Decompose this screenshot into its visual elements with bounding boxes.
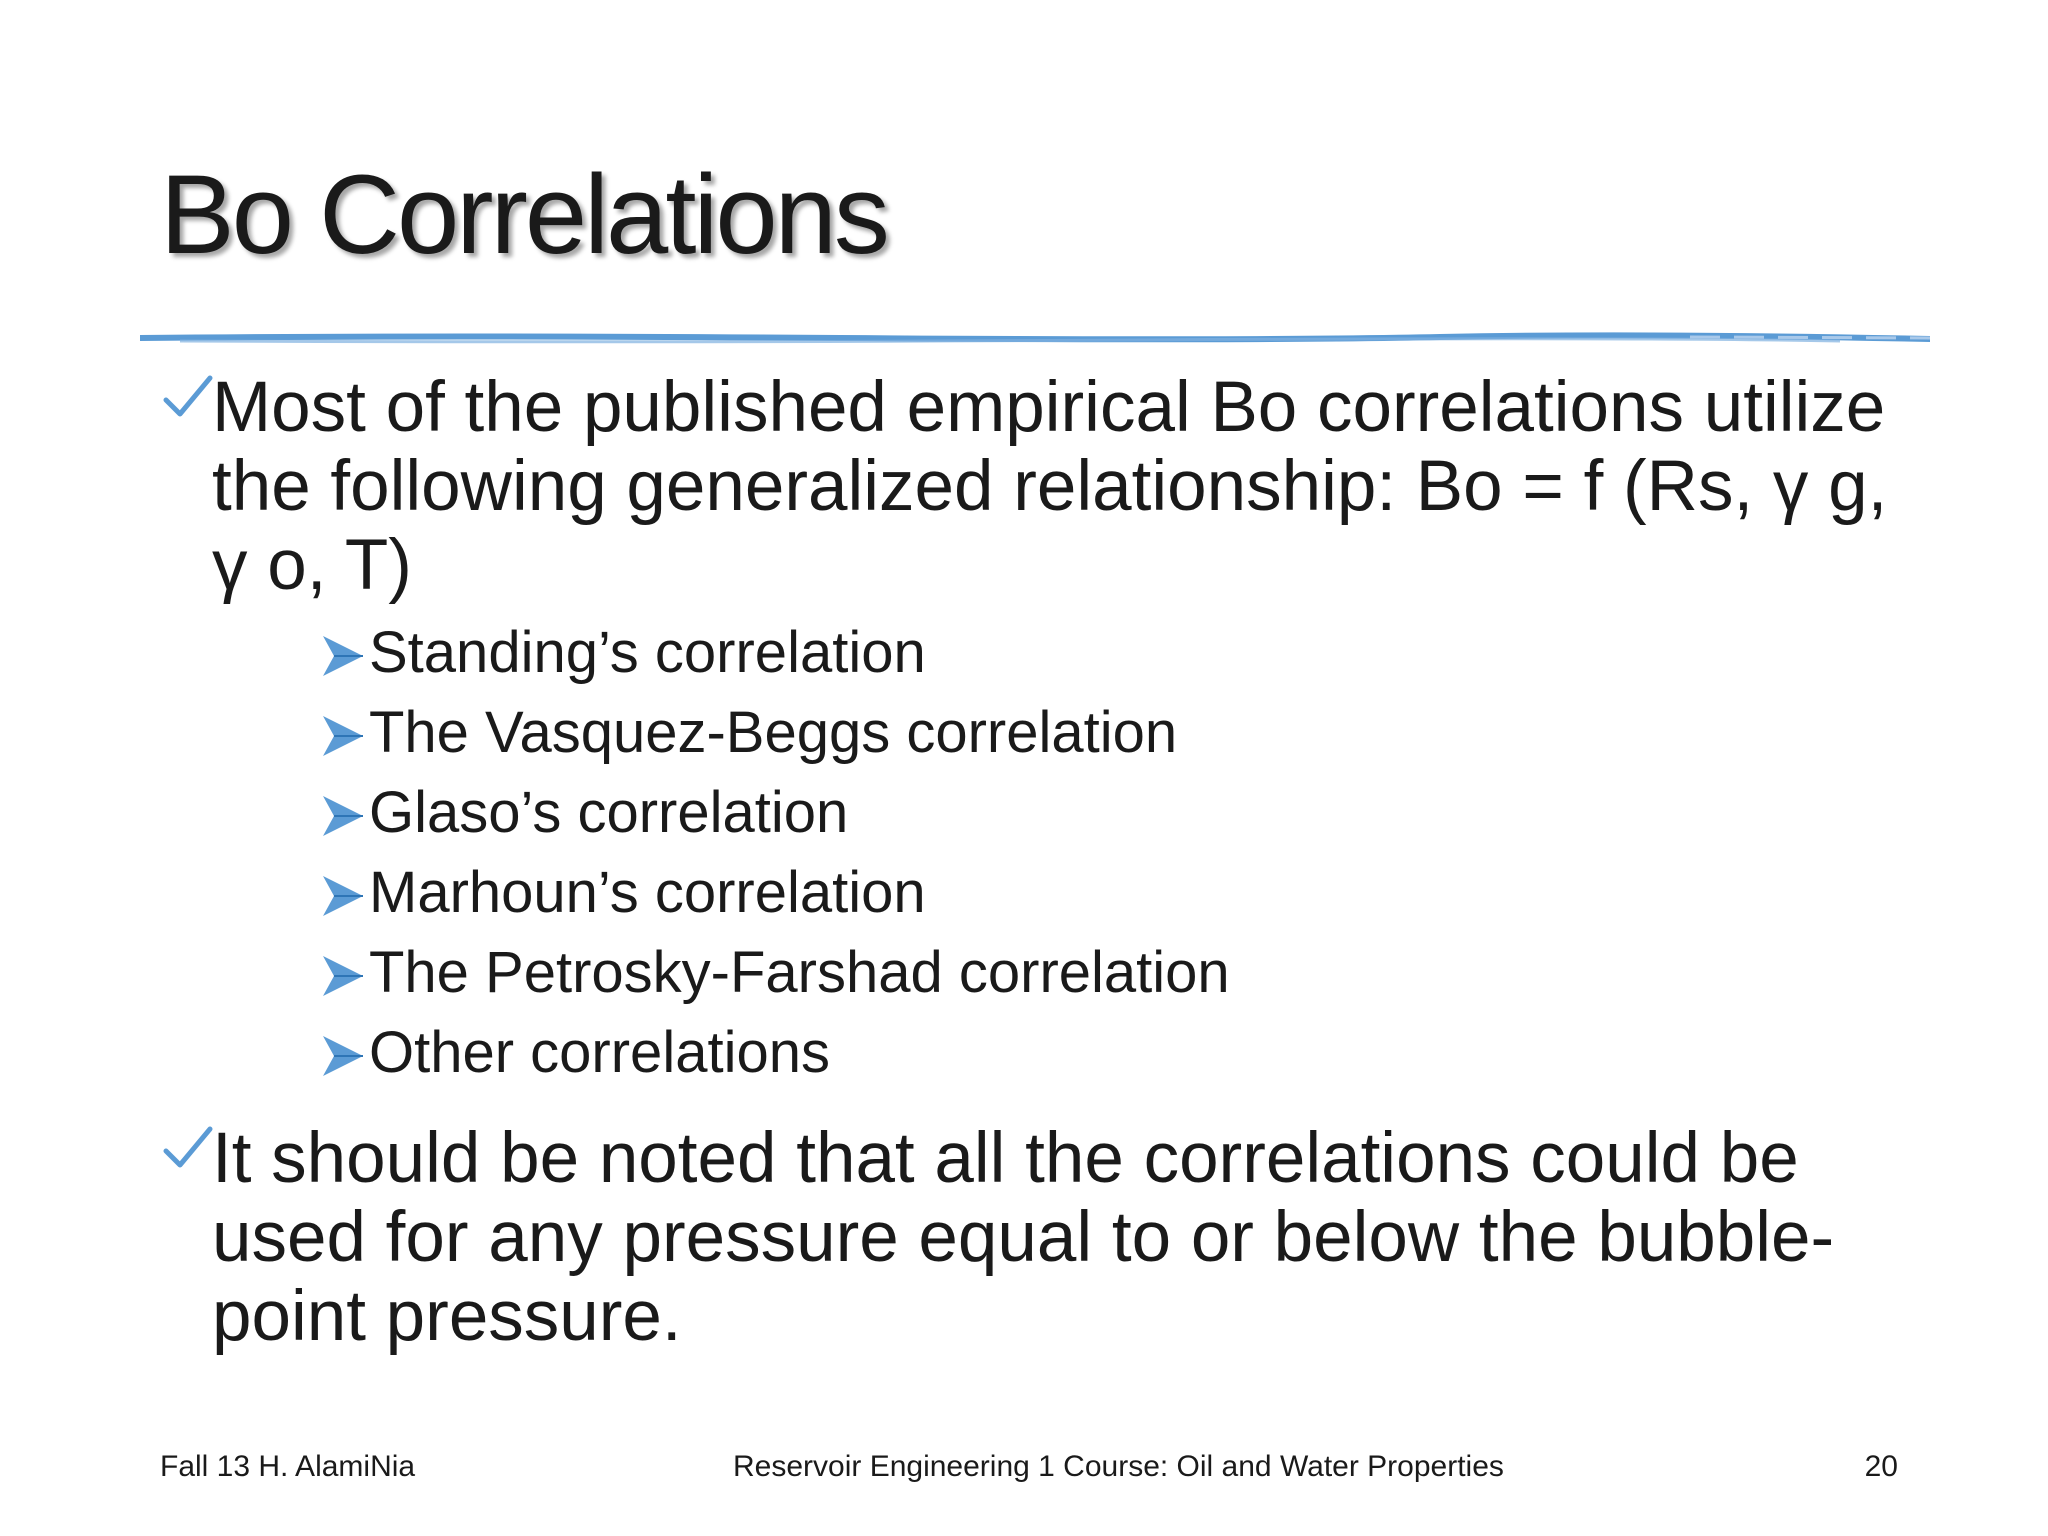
slide-title: Bo Correlations — [160, 152, 887, 277]
bullet-item — [160, 1119, 1920, 1356]
arrow-bullet-icon — [320, 1033, 366, 1079]
bullet-text: Most of the published empirical Bo correlations utilize the following generalized relationship: Bo = f (Rs, γ g, γ o, T) — [212, 368, 1888, 605]
arrow-bullet-icon — [320, 873, 366, 919]
sub-bullet-text: Standing’s correlation — [369, 620, 926, 685]
sub-bullet-list — [212, 613, 1920, 1093]
slide-content — [160, 368, 1920, 1356]
sub-bullet-item — [212, 693, 1920, 773]
bullet-spacer — [160, 1093, 1920, 1119]
sub-bullet-text: Glaso’s correlation — [369, 780, 849, 845]
sub-bullet-item — [212, 1013, 1920, 1093]
arrow-bullet-icon — [320, 953, 366, 999]
arrow-bullet-icon — [320, 793, 366, 839]
sub-bullet-text: Marhoun’s correlation — [369, 860, 926, 925]
bullet-text: It should be noted that all the correlations could be used for any pressure equal to or below the bubble-point pressure. — [212, 1119, 1835, 1356]
arrow-bullet-icon — [320, 713, 366, 759]
checkmark-icon — [162, 372, 214, 424]
sub-bullet-item — [212, 773, 1920, 853]
footer-course-title: Reservoir Engineering 1 Course: Oil and Water Properties — [733, 1450, 1504, 1483]
sub-bullet-text: Other correlations — [369, 1020, 830, 1085]
slide-number: 20 — [1864, 1450, 1898, 1483]
title-divider — [140, 332, 1930, 346]
sub-bullet-text: The Vasquez-Beggs correlation — [369, 700, 1178, 765]
checkmark-icon — [162, 1123, 214, 1175]
sub-bullet-item — [212, 613, 1920, 693]
sub-bullet-item — [212, 853, 1920, 933]
bullet-item — [160, 368, 1920, 1093]
arrow-bullet-icon — [320, 633, 366, 679]
footer-author: Fall 13 H. AlamiNia — [160, 1450, 416, 1483]
sub-bullet-item — [212, 933, 1920, 1013]
sub-bullet-text: The Petrosky-Farshad correlation — [369, 940, 1230, 1005]
